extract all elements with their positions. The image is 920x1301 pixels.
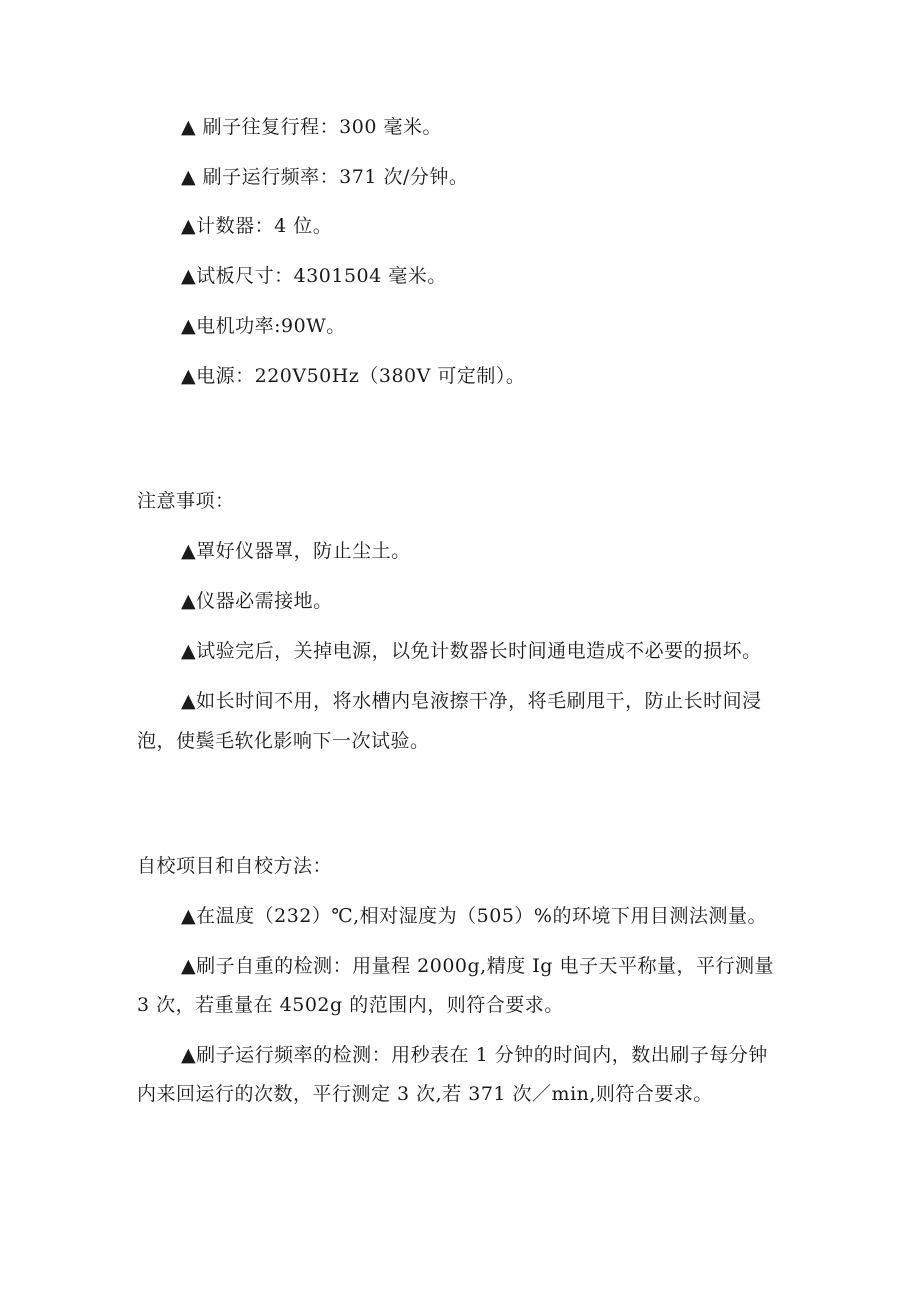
spec-counter: ▲计数器：4 位。	[181, 215, 333, 237]
spec-motor-power: ▲电机功率:90W。	[181, 315, 346, 337]
calibration-heading: 自校项目和自校方法：	[137, 855, 333, 877]
calibration-item: ▲刷子自重的检测：用量程 2000g,精度 Ig 电子天平称量，平行测量	[181, 955, 774, 977]
calibration-item-continuation: 内来回运行的次数，平行测定 3 次,若 371 次／min,则符合要求。	[137, 1083, 713, 1105]
note-item: ▲仪器必需接地。	[181, 590, 333, 612]
spec-power-supply: ▲电源：220V50Hz（380V 可定制）。	[181, 365, 526, 387]
note-item: ▲试验完后，关掉电源，以免计数器长时间通电造成不必要的损坏。	[181, 640, 762, 662]
notes-heading: 注意事项：	[137, 490, 235, 512]
note-item-continuation: 泡，使鬓毛软化影响下一次试验。	[137, 730, 430, 752]
note-item: ▲罩好仪器罩，防止尘土。	[181, 540, 411, 562]
spec-frequency: ▲ 刷子运行频率：371 次/分钟。	[181, 166, 469, 188]
calibration-item: ▲在温度（232）℃,相对湿度为（505）%的环境下用目测法测量。	[181, 905, 767, 927]
spec-stroke: ▲ 刷子往复行程：300 毫米。	[181, 116, 442, 138]
calibration-item: ▲刷子运行频率的检测：用秒表在 1 分钟的时间内，数出刷子每分钟	[181, 1044, 768, 1066]
note-item: ▲如长时间不用，将水槽内皂液擦干净，将毛刷甩干，防止长时间浸	[181, 690, 762, 712]
spec-panel-size: ▲试板尺寸：4301504 毫米。	[181, 265, 447, 287]
calibration-item-continuation: 3 次，若重量在 4502g 的范围内，则符合要求。	[137, 994, 564, 1016]
